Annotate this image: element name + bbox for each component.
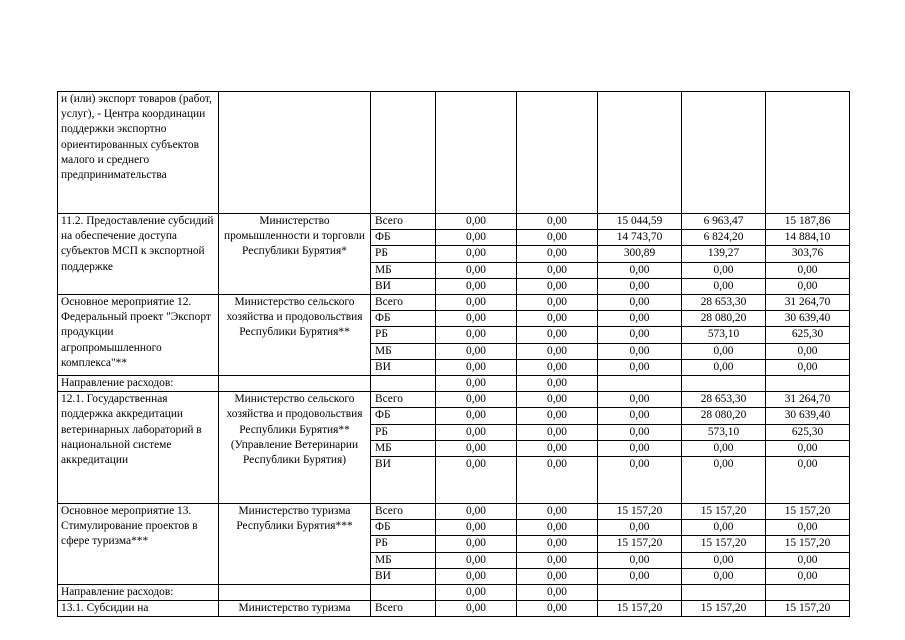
amount-cell: 0,00 xyxy=(598,278,682,294)
amount-cell: 15 187,86 xyxy=(766,214,850,230)
table-row xyxy=(58,295,850,311)
amount-cell: 14 884,10 xyxy=(766,230,850,246)
amount-cell: 0,00 xyxy=(598,520,682,536)
executor-cell: Министерство сельского хозяйства и продовольствия Республики Бурятия** (Управление Ветеринарии Республики Бурятия) xyxy=(219,392,371,504)
amount-cell: 0,00 xyxy=(517,311,598,327)
table-row xyxy=(58,601,850,617)
source-cell xyxy=(371,585,436,601)
amount-cell: 0,00 xyxy=(766,568,850,584)
amount-cell: 0,00 xyxy=(766,552,850,568)
source-cell: Всего xyxy=(371,295,436,311)
amount-cell: 0,00 xyxy=(598,424,682,440)
amount-cell: 573,10 xyxy=(682,327,766,343)
activity-name-cell: Основное мероприятие 12. Федеральный проект "Экспорт продукции агропромышленного комплекса"** xyxy=(58,295,219,376)
amount-cell: 0,00 xyxy=(517,408,598,424)
amount-cell xyxy=(436,92,517,214)
amount-cell: 0,00 xyxy=(517,568,598,584)
activity-name-cell: 13.1. Субсидии на xyxy=(58,601,219,617)
amount-cell: 0,00 xyxy=(682,440,766,456)
source-cell: РБ xyxy=(371,246,436,262)
amount-cell: 0,00 xyxy=(517,230,598,246)
amount-cell: 0,00 xyxy=(766,359,850,375)
amount-cell xyxy=(766,376,850,392)
amount-cell: 28 080,20 xyxy=(682,408,766,424)
amount-cell: 6 824,20 xyxy=(682,230,766,246)
amount-cell: 0,00 xyxy=(436,536,517,552)
amount-cell: 0,00 xyxy=(436,424,517,440)
amount-cell: 0,00 xyxy=(436,568,517,584)
amount-cell: 0,00 xyxy=(766,343,850,359)
amount-cell: 6 963,47 xyxy=(682,214,766,230)
amount-cell: 0,00 xyxy=(436,552,517,568)
source-cell: ВИ xyxy=(371,359,436,375)
amount-cell: 14 743,70 xyxy=(598,230,682,246)
amount-cell: 0,00 xyxy=(766,457,850,504)
activity-name-cell: Направление расходов: xyxy=(58,376,219,392)
amount-cell: 31 264,70 xyxy=(766,392,850,408)
amount-cell: 0,00 xyxy=(436,504,517,520)
amount-cell: 31 264,70 xyxy=(766,295,850,311)
amount-cell: 0,00 xyxy=(682,359,766,375)
amount-cell: 28 080,20 xyxy=(682,311,766,327)
amount-cell: 15 157,20 xyxy=(682,601,766,617)
amount-cell: 0,00 xyxy=(517,424,598,440)
amount-cell: 0,00 xyxy=(517,585,598,601)
activity-name-cell: 11.2. Предоставление субсидий на обеспечение доступа субъектов МСП к экспортной поддержке xyxy=(58,214,219,295)
amount-cell: 0,00 xyxy=(517,457,598,504)
source-cell: РБ xyxy=(371,424,436,440)
amount-cell: 0,00 xyxy=(517,214,598,230)
amount-cell: 0,00 xyxy=(517,504,598,520)
executor-cell: Министерство туризма Республики Бурятия*** xyxy=(219,504,371,585)
amount-cell: 0,00 xyxy=(436,262,517,278)
amount-cell: 15 157,20 xyxy=(598,536,682,552)
amount-cell: 0,00 xyxy=(436,327,517,343)
executor-cell: Министерство промышленности и торговли Республики Бурятия* xyxy=(219,214,371,295)
amount-cell: 0,00 xyxy=(517,343,598,359)
source-cell: Всего xyxy=(371,392,436,408)
executor-cell xyxy=(219,92,371,214)
amount-cell: 0,00 xyxy=(436,601,517,617)
amount-cell: 0,00 xyxy=(436,457,517,504)
amount-cell: 303,76 xyxy=(766,246,850,262)
amount-cell: 0,00 xyxy=(517,552,598,568)
amount-cell: 0,00 xyxy=(436,295,517,311)
amount-cell xyxy=(598,376,682,392)
amount-cell: 0,00 xyxy=(436,520,517,536)
amount-cell: 0,00 xyxy=(766,520,850,536)
amount-cell: 0,00 xyxy=(598,327,682,343)
amount-cell: 0,00 xyxy=(517,601,598,617)
amount-cell: 0,00 xyxy=(766,278,850,294)
source-cell: ВИ xyxy=(371,457,436,504)
amount-cell: 0,00 xyxy=(517,359,598,375)
amount-cell: 0,00 xyxy=(682,262,766,278)
source-cell: ФБ xyxy=(371,311,436,327)
amount-cell: 0,00 xyxy=(517,536,598,552)
amount-cell xyxy=(598,585,682,601)
amount-cell: 15 157,20 xyxy=(598,601,682,617)
source-cell: ФБ xyxy=(371,408,436,424)
source-cell: МБ xyxy=(371,343,436,359)
amount-cell: 28 653,30 xyxy=(682,295,766,311)
amount-cell: 0,00 xyxy=(598,262,682,278)
activity-name-cell: 12.1. Государственная поддержка аккредитации ветеринарных лабораторий в национальной системе аккредитации xyxy=(58,392,219,504)
amount-cell: 0,00 xyxy=(766,440,850,456)
source-cell: МБ xyxy=(371,552,436,568)
amount-cell: 0,00 xyxy=(436,359,517,375)
amount-cell: 0,00 xyxy=(598,440,682,456)
amount-cell: 625,30 xyxy=(766,327,850,343)
activity-name-cell: Направление расходов: xyxy=(58,585,219,601)
amount-cell: 139,27 xyxy=(682,246,766,262)
amount-cell: 0,00 xyxy=(766,262,850,278)
amount-cell: 0,00 xyxy=(436,343,517,359)
amount-cell: 0,00 xyxy=(517,262,598,278)
activity-name-cell: Основное мероприятие 13. Стимулирование проектов в сфере туризма*** xyxy=(58,504,219,585)
amount-cell: 15 157,20 xyxy=(766,601,850,617)
source-cell: РБ xyxy=(371,536,436,552)
amount-cell: 0,00 xyxy=(436,230,517,246)
source-cell xyxy=(371,92,436,214)
amount-cell: 0,00 xyxy=(517,376,598,392)
source-cell xyxy=(371,376,436,392)
amount-cell: 30 639,40 xyxy=(766,408,850,424)
amount-cell: 300,89 xyxy=(598,246,682,262)
amount-cell: 15 157,20 xyxy=(682,504,766,520)
amount-cell: 0,00 xyxy=(436,376,517,392)
amount-cell: 0,00 xyxy=(517,278,598,294)
amount-cell: 0,00 xyxy=(682,343,766,359)
amount-cell: 0,00 xyxy=(598,359,682,375)
source-cell: Всего xyxy=(371,504,436,520)
amount-cell: 15 157,20 xyxy=(766,504,850,520)
amount-cell: 0,00 xyxy=(598,408,682,424)
source-cell: Всего xyxy=(371,601,436,617)
source-cell: РБ xyxy=(371,327,436,343)
amount-cell: 0,00 xyxy=(682,457,766,504)
amount-cell: 0,00 xyxy=(436,585,517,601)
amount-cell: 0,00 xyxy=(436,278,517,294)
amount-cell: 0,00 xyxy=(436,246,517,262)
amount-cell: 0,00 xyxy=(598,343,682,359)
source-cell: МБ xyxy=(371,262,436,278)
amount-cell: 15 044,59 xyxy=(598,214,682,230)
executor-cell: Министерство сельского хозяйства и продовольствия Республики Бурятия** xyxy=(219,295,371,376)
amount-cell: 0,00 xyxy=(598,295,682,311)
amount-cell: 0,00 xyxy=(436,214,517,230)
amount-cell: 0,00 xyxy=(682,278,766,294)
amount-cell: 0,00 xyxy=(436,440,517,456)
table-row xyxy=(58,92,850,214)
amount-cell xyxy=(598,92,682,214)
amount-cell: 0,00 xyxy=(598,552,682,568)
amount-cell: 15 157,20 xyxy=(598,504,682,520)
table-row xyxy=(58,585,850,601)
amount-cell: 573,10 xyxy=(682,424,766,440)
amount-cell: 0,00 xyxy=(517,295,598,311)
amount-cell: 0,00 xyxy=(436,311,517,327)
executor-cell xyxy=(219,376,371,392)
amount-cell: 0,00 xyxy=(436,408,517,424)
amount-cell: 28 653,30 xyxy=(682,392,766,408)
amount-cell xyxy=(682,92,766,214)
amount-cell xyxy=(682,585,766,601)
amount-cell: 15 157,20 xyxy=(682,536,766,552)
amount-cell: 0,00 xyxy=(682,568,766,584)
amount-cell: 15 157,20 xyxy=(766,536,850,552)
amount-cell: 0,00 xyxy=(517,440,598,456)
budget-table xyxy=(57,91,850,617)
amount-cell: 0,00 xyxy=(682,520,766,536)
table-row xyxy=(58,214,850,230)
source-cell: ФБ xyxy=(371,520,436,536)
amount-cell: 0,00 xyxy=(598,568,682,584)
amount-cell: 0,00 xyxy=(598,392,682,408)
source-cell: ВИ xyxy=(371,568,436,584)
table-row xyxy=(58,504,850,520)
table-row xyxy=(58,376,850,392)
amount-cell: 0,00 xyxy=(517,246,598,262)
amount-cell: 0,00 xyxy=(517,327,598,343)
amount-cell: 625,30 xyxy=(766,424,850,440)
amount-cell: 0,00 xyxy=(598,457,682,504)
executor-cell xyxy=(219,585,371,601)
source-cell: ВИ xyxy=(371,278,436,294)
executor-cell: Министерство туризма xyxy=(219,601,371,617)
amount-cell: 0,00 xyxy=(598,311,682,327)
amount-cell xyxy=(766,92,850,214)
amount-cell: 30 639,40 xyxy=(766,311,850,327)
table-row xyxy=(58,392,850,408)
amount-cell: 0,00 xyxy=(517,520,598,536)
source-cell: МБ xyxy=(371,440,436,456)
amount-cell xyxy=(682,376,766,392)
activity-name-cell: и (или) экспорт товаров (работ, услуг), - Центра координации поддержки экспортно ориентированных субъектов малого и среднего предпринимательства xyxy=(58,92,219,214)
amount-cell: 0,00 xyxy=(436,392,517,408)
amount-cell: 0,00 xyxy=(682,552,766,568)
amount-cell: 0,00 xyxy=(517,392,598,408)
source-cell: Всего xyxy=(371,214,436,230)
source-cell: ФБ xyxy=(371,230,436,246)
amount-cell xyxy=(766,585,850,601)
amount-cell xyxy=(517,92,598,214)
